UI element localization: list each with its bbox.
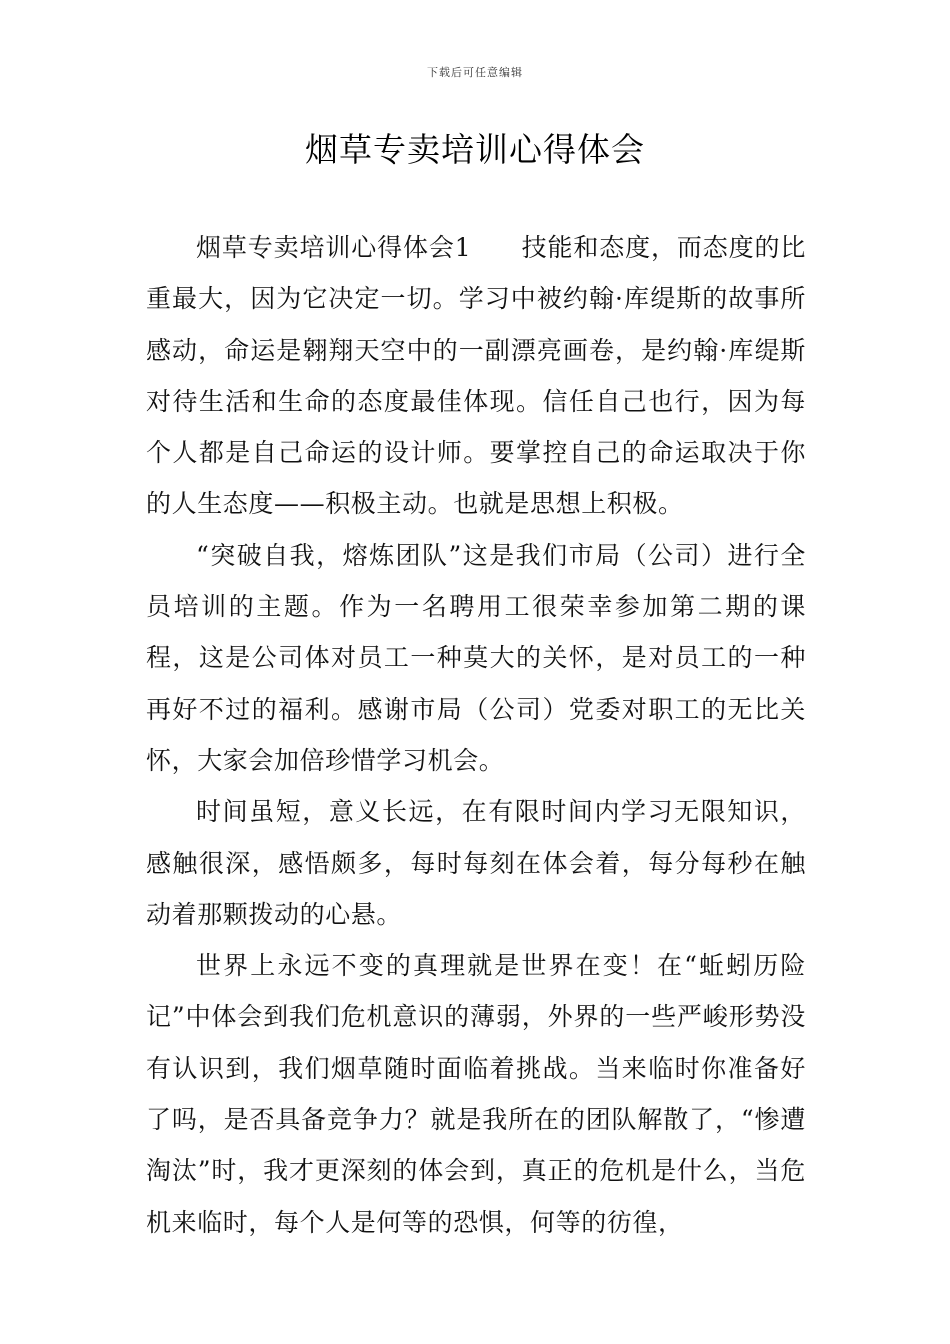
- paragraph-1-lead: 烟草专卖培训心得体会1: [196, 233, 472, 262]
- document-title: 烟草专卖培训心得体会: [305, 130, 645, 169]
- document-body: [146, 222, 806, 1248]
- paragraph-1: [146, 222, 806, 530]
- paragraph-4: 世界上永远不变的真理就是世界在变！在“蚯蚓历险记”中体会到我们危机意识的薄弱，外界的一些严峻形势没有认识到，我们烟草随时面临着挑战。当来临时你准备好了吗，是否具备竞争力？就是我所在的团队解散了，“惨遭淘汰”时，我才更深刻的体会到，真正的危机是什么，当危机来临时，每个人是何等的恐惧，何等的彷徨，: [146, 951, 806, 1237]
- header-note: 下载后可任意编辑: [427, 66, 523, 79]
- paragraph-1-text: 技能和态度，而态度的比重最大，因为它决定一切。学习中被约翰·库缇斯的故事所感动，命运是翱翔天空中的一副漂亮画卷，是约翰·库缇斯对待生活和生命的态度最佳体现。信任自己也行，因为每个人都是自己命运的设计师。要掌控自己的命运取决于你的人生态度——积极主动。也就是思想上积极。: [146, 233, 806, 519]
- paragraph-2: “突破自我，熔炼团队”这是我们市局（公司）进行全员培训的主题。作为一名聘用工很荣幸参加第二期的课程，这是公司体对员工一种莫大的关怀，是对员工的一种再好不过的福利。感谢市局（公司）党委对职工的无比关怀，大家会加倍珍惜学习机会。: [146, 540, 806, 775]
- paragraph-3: 时间虽短，意义长远，在有限时间内学习无限知识，感触很深，感悟颇多，每时每刻在体会着，每分每秒在触动着那颗拨动的心悬。: [146, 797, 806, 929]
